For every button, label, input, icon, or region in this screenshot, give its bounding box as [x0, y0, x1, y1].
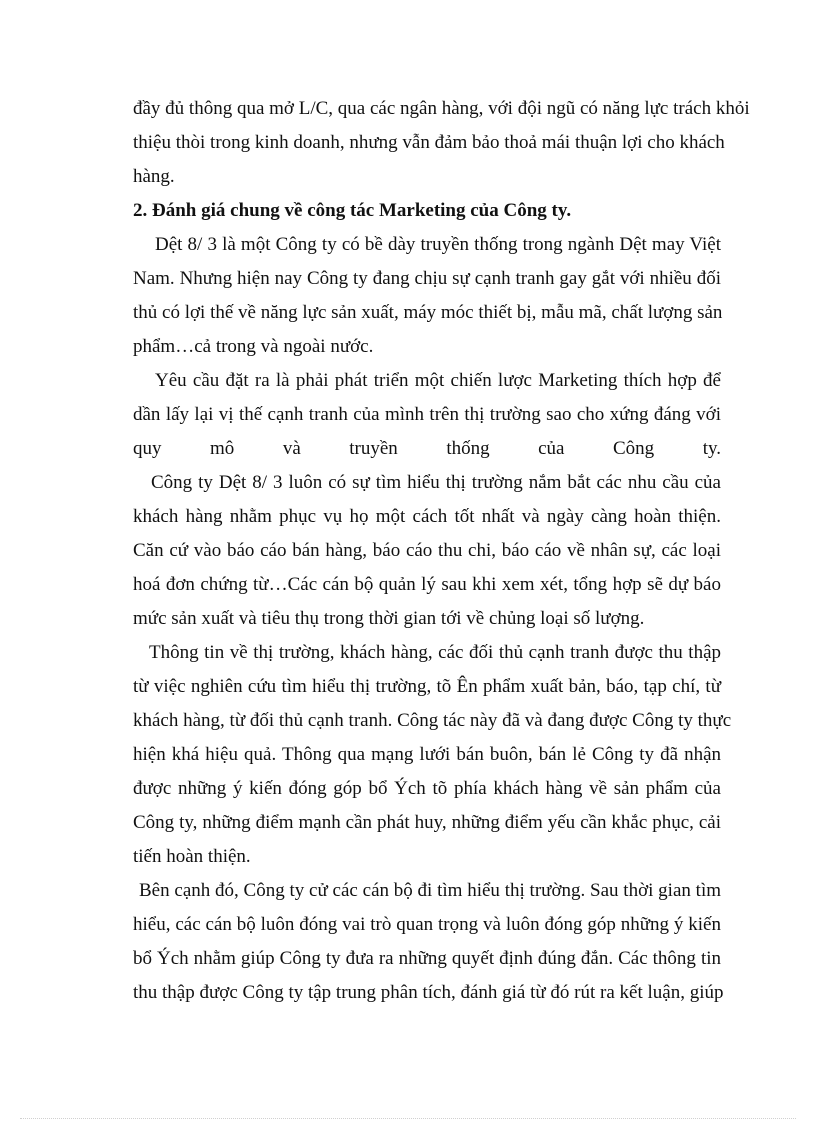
- text-line: Dệt 8/ 3 là một Công ty có bề dày truyền thống trong ngành Dệt may Việt: [155, 234, 721, 255]
- text-line: thiệu thòi trong kinh doanh, nhưng vẫn đảm bảo thoả mái thuận lợi cho khách: [133, 132, 725, 153]
- body-text: [133, 92, 750, 1010]
- text-line: từ việc nghiên cứu tìm hiểu thị trường, tõ Ên phẩm xuất bản, báo, tạp chí, từ: [133, 676, 721, 697]
- text-line: thu thập được Công ty tập trung phân tích, đánh giá từ đó rút ra kết luận, giúp: [133, 982, 724, 1003]
- section-heading: 2. Đánh giá chung về công tác Marketing của Công ty.: [133, 200, 572, 221]
- text-line: Thông tin về thị trường, khách hàng, các đối thủ cạnh tranh được thu thập: [149, 642, 721, 663]
- text-line: Công ty, những điểm mạnh cần phát huy, những điểm yếu cần khắc phục, cải: [133, 812, 721, 833]
- text-line: được những ý kiến đóng góp bổ Ých tõ phía khách hàng về sản phẩm của: [133, 778, 721, 799]
- text-line: bổ Ých nhằm giúp Công ty đưa ra những quyết định đúng đắn. Các thông tin: [133, 948, 721, 969]
- text-line: Nam. Nhưng hiện nay Công ty đang chịu sự cạnh tranh gay gắt với nhiều đối: [133, 268, 721, 289]
- text-line: hiểu, các cán bộ luôn đóng vai trò quan trọng và luôn đóng góp những ý kiến: [133, 914, 721, 935]
- text-line: Công ty Dệt 8/ 3 luôn có sự tìm hiểu thị trường nắm bắt các nhu cầu của: [151, 472, 721, 493]
- text-line: đầy đủ thông qua mở L/C, qua các ngân hàng, với đội ngũ có năng lực trách khỏi: [133, 98, 750, 119]
- page-bottom-divider: [20, 1118, 796, 1119]
- text-line: hoá đơn chứng từ…Các cán bộ quản lý sau khi xem xét, tổng hợp sẽ dự báo: [133, 574, 721, 595]
- text-line: phẩm…cả trong và ngoài nước.: [133, 336, 374, 357]
- text-line: tiến hoàn thiện.: [133, 846, 251, 867]
- text-line: quy mô và truyền thống của Công ty.: [133, 438, 721, 459]
- text-line: hàng.: [133, 166, 175, 187]
- text-line: mức sản xuất và tiêu thụ trong thời gian tới về chủng loại số lượng.: [133, 608, 645, 629]
- text-line: Bên cạnh đó, Công ty cử các cán bộ đi tìm hiểu thị trường. Sau thời gian tìm: [139, 880, 721, 901]
- text-line: thủ có lợi thế về năng lực sản xuất, máy móc thiết bị, mẫu mã, chất lượng sản: [133, 302, 723, 323]
- text-line: Căn cứ vào báo cáo bán hàng, báo cáo thu chi, báo cáo về nhân sự, các loại: [133, 540, 721, 561]
- text-line: khách hàng, từ đối thủ cạnh tranh. Công tác này đã và đang được Công ty thực: [133, 710, 732, 731]
- text-line: Yêu cầu đặt ra là phải phát triển một chiến lược Marketing thích hợp để: [155, 370, 721, 391]
- text-line: hiện khá hiệu quả. Thông qua mạng lưới bán buôn, bán lẻ Công ty đã nhận: [133, 744, 721, 765]
- text-line: khách hàng nhằm phục vụ họ một cách tốt nhất và ngày càng hoàn thiện.: [133, 506, 721, 527]
- text-line: dần lấy lại vị thế cạnh tranh của mình trên thị trường sao cho xứng đáng với: [133, 404, 721, 425]
